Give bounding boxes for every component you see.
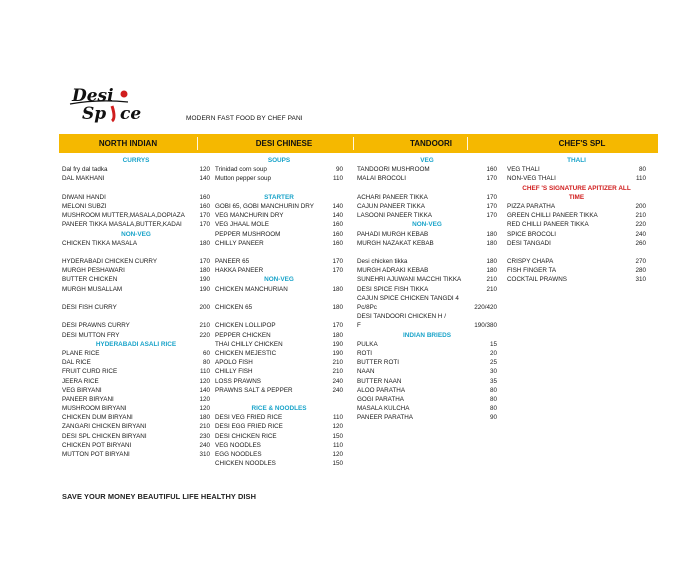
menu-item-name: NAAN xyxy=(357,368,375,376)
footer-slogan: SAVE YOUR MONEY BEAUTIFUL LIFE HEALTHY DISH xyxy=(62,492,257,501)
menu-item xyxy=(215,165,343,174)
menu-item-name: CHICKEN 65 xyxy=(215,304,253,311)
menu-item-name: NON-VEG THALI xyxy=(507,175,556,183)
menu-item-name: DESI TANGADI xyxy=(507,239,551,247)
menu-item xyxy=(357,340,497,349)
menu-item-price: 170 xyxy=(486,175,497,183)
menu-item xyxy=(215,358,343,367)
menu-item-name: DIWANI HANDI xyxy=(62,193,106,201)
section-heading: HYDERABADI ASALI RICE xyxy=(95,340,177,348)
header-north-indian: NORTH INDIAN xyxy=(98,139,158,148)
menu-item-price: 170 xyxy=(199,221,210,229)
menu-item-name: APOLO FISH xyxy=(215,359,253,367)
menu-item xyxy=(215,340,343,349)
menu-item xyxy=(357,303,497,312)
menu-item-price: 180 xyxy=(199,239,210,247)
column-chefs-spl xyxy=(507,156,646,285)
section-heading: VEG xyxy=(420,157,434,164)
menu-item xyxy=(215,211,343,220)
menu-item xyxy=(62,285,210,294)
menu-item xyxy=(357,230,497,239)
menu-item-price: 260 xyxy=(635,239,646,247)
menu-item-name: LOSS PRAWNS xyxy=(215,377,261,385)
menu-item xyxy=(215,432,343,441)
menu-item xyxy=(62,450,210,459)
menu-item-price: 230 xyxy=(199,432,210,440)
menu-item-name: MASALA KULCHA xyxy=(357,405,410,413)
menu-item-name: PEPPER CHICKEN xyxy=(215,331,271,339)
menu-item-name: MUSHROOM MUTTER,MASALA,DOPIAZA xyxy=(62,212,185,220)
menu-item xyxy=(215,266,343,275)
menu-item-name: CHICKEN TIKKA MASALA xyxy=(62,239,138,247)
menu-item-name: MUTTON POT BIRYANI xyxy=(62,451,130,458)
menu-item-price: 80 xyxy=(489,386,497,394)
menu-item-price: 110 xyxy=(332,175,343,183)
menu-item xyxy=(62,211,210,220)
menu-item-name: DESI PRAWNS CURRY xyxy=(62,322,130,330)
menu-item-price: 80 xyxy=(202,359,210,367)
menu-item-price: 310 xyxy=(199,451,210,458)
menu-item-name: CAJUN SPICE CHICKEN TANGDI 4 xyxy=(357,294,459,302)
spacer xyxy=(215,248,343,257)
section-heading: NON-VEG xyxy=(264,276,294,284)
menu-item-price: 210 xyxy=(332,359,343,367)
menu-item-name: Mutton pepper soup xyxy=(215,175,272,183)
menu-item-price: 60 xyxy=(202,349,210,357)
menu-item-name: DESI EGG FRIED RICE xyxy=(215,423,283,431)
column-desi-chinese xyxy=(215,156,343,468)
menu-item xyxy=(62,202,210,211)
menu-item-name: MURGH ADRAKI KEBAB xyxy=(357,267,429,275)
menu-item xyxy=(215,386,343,395)
menu-item-price: 240 xyxy=(332,377,343,385)
category-header-bar xyxy=(59,134,658,153)
menu-item-name: CHICKEN LOLLIPOP xyxy=(215,322,276,330)
menu-item-name: BUTTER ROTI xyxy=(357,359,399,367)
menu-item-price: 170 xyxy=(199,258,210,266)
header-desi-chinese: DESI CHINESE xyxy=(255,139,313,148)
menu-item xyxy=(507,266,646,275)
menu-item-name: FISH FINGER TA xyxy=(507,267,557,275)
menu-item xyxy=(215,441,343,450)
menu-item xyxy=(357,404,497,413)
menu-item-name: PULKA xyxy=(357,340,378,348)
menu-item-price: 140 xyxy=(199,386,210,394)
menu-item xyxy=(62,275,210,284)
menu-item xyxy=(62,386,210,395)
menu-item-name: CHICKEN POT BIRYANI xyxy=(62,441,132,449)
menu-item-name: ROTI xyxy=(357,349,373,357)
menu-item-name: GREEN CHILLI PANEER TIKKA xyxy=(507,212,598,220)
menu-item xyxy=(357,202,497,211)
menu-item xyxy=(357,193,497,202)
menu-item xyxy=(215,174,343,183)
menu-item-name: JEERA RICE xyxy=(62,377,99,385)
menu-item xyxy=(215,450,343,459)
menu-item xyxy=(215,413,343,422)
menu-item-price: 80 xyxy=(638,166,646,174)
menu-item xyxy=(357,174,497,183)
menu-item-name: CHICKEN MANCHURIAN xyxy=(215,285,288,293)
menu-item-price: 210 xyxy=(486,285,497,293)
menu-item xyxy=(62,321,210,330)
menu-item-name: Pc/8Pc xyxy=(357,304,377,311)
menu-item-name: GOBI 65, GOBI MANCHURIN DRY xyxy=(215,202,314,210)
menu-item xyxy=(357,413,497,422)
menu-item xyxy=(507,257,646,266)
menu-item xyxy=(215,285,343,294)
menu-item-price: 170 xyxy=(332,322,343,330)
menu-item-price: 210 xyxy=(199,423,210,431)
menu-item-name: PLANE RICE xyxy=(62,349,100,357)
menu-item xyxy=(357,377,497,386)
menu-item-price: 180 xyxy=(332,304,343,311)
menu-item-price: 180 xyxy=(199,414,210,422)
menu-item-name: VEG NOODLES xyxy=(215,441,261,449)
section-heading: SOUPS xyxy=(267,157,291,164)
menu-item-price: 15 xyxy=(489,340,497,348)
menu-item-price: 170 xyxy=(332,258,343,266)
menu-item-price: 160 xyxy=(332,239,343,247)
menu-item xyxy=(62,303,210,312)
menu-item-price: 110 xyxy=(199,368,210,376)
menu-item-price: 140 xyxy=(332,202,343,210)
menu-item xyxy=(62,413,210,422)
menu-item xyxy=(62,358,210,367)
menu-item xyxy=(357,294,497,303)
menu-item-price: 210 xyxy=(635,212,646,220)
menu-item-price: 110 xyxy=(332,414,343,422)
menu-item-price: 310 xyxy=(635,276,646,284)
menu-item xyxy=(62,432,210,441)
spacer xyxy=(62,184,210,193)
menu-item-price: 120 xyxy=(199,377,210,385)
menu-item-price: 150 xyxy=(332,432,343,440)
menu-item xyxy=(215,422,343,431)
menu-item xyxy=(357,358,497,367)
menu-item-name: PRAWNS SALT & PEPPER xyxy=(215,386,293,394)
menu-item-price: 110 xyxy=(635,175,646,183)
spacer xyxy=(62,312,210,321)
menu-item-price: 90 xyxy=(335,166,343,174)
menu-item-price: 190 xyxy=(199,285,210,293)
menu-item-name: Dal fry dal tadka xyxy=(62,166,108,174)
menu-item xyxy=(215,220,343,229)
menu-item xyxy=(62,193,210,202)
menu-item-price: 180 xyxy=(332,331,343,339)
menu-item-price: 20 xyxy=(489,349,497,357)
section-heading: STARTER xyxy=(264,193,294,201)
menu-item-name: CHICKEN MEJESTIC xyxy=(215,349,277,357)
menu-item xyxy=(62,331,210,340)
menu-item-name: PANEER 65 xyxy=(215,258,250,266)
menu-item-name: CHICKEN NOODLES xyxy=(215,460,276,468)
menu-item-name: PIZZA PARATHA xyxy=(507,202,556,210)
menu-item-price: 180 xyxy=(332,285,343,293)
menu-item-price: 160 xyxy=(199,193,210,201)
menu-item xyxy=(507,239,646,248)
menu-item-name: DESI TANDOORI CHICKEN H / xyxy=(357,313,446,321)
menu-item-price: 110 xyxy=(332,441,343,449)
menu-item-price: 190 xyxy=(332,349,343,357)
menu-item-price: 25 xyxy=(489,359,497,367)
menu-item-name: VEG BIRYANI xyxy=(62,386,102,394)
menu-item-name: SUNEHRI AJUWANI MACCHI TIKKA xyxy=(357,276,462,284)
menu-item-price: 270 xyxy=(635,258,646,266)
menu-item xyxy=(357,257,497,266)
signature-heading: TIME xyxy=(568,193,585,201)
menu-item xyxy=(215,459,343,468)
menu-item-name: DESI SPL CHICKEN BIRYANI xyxy=(62,432,147,440)
brand-logo xyxy=(68,84,186,124)
section-heading: NON-VEG xyxy=(121,230,151,238)
spacer xyxy=(357,248,497,257)
menu-item-name: MURGH MUSALLAM xyxy=(62,285,123,293)
menu-item-name: HYDERABADI CHICKEN CURRY xyxy=(62,258,158,266)
menu-item-price: 30 xyxy=(489,368,497,376)
menu-item-price: 210 xyxy=(486,276,497,284)
menu-item xyxy=(357,266,497,275)
spacer xyxy=(215,395,343,404)
menu-item xyxy=(62,220,210,229)
menu-item-name: VEG JHAAL MOLE xyxy=(215,221,270,229)
menu-item-price: 160 xyxy=(199,202,210,210)
svg-text:Sp: Sp xyxy=(82,104,107,124)
menu-item-price: 160 xyxy=(332,221,343,229)
menu-item-name: DESI CHICKEN RICE xyxy=(215,432,277,440)
menu-item-name: F xyxy=(357,322,361,330)
section-heading: INDIAN BRIEDS xyxy=(403,331,451,339)
menu-item-price: 220 xyxy=(635,221,646,229)
menu-item xyxy=(62,404,210,413)
menu-item-name: ALOO PARATHA xyxy=(357,386,406,394)
spacer xyxy=(357,184,497,193)
menu-item-name: EGG NOODLES xyxy=(215,451,262,458)
menu-item-price: 280 xyxy=(635,267,646,275)
menu-item xyxy=(215,331,343,340)
menu-item-price: 170 xyxy=(486,212,497,220)
menu-item xyxy=(357,285,497,294)
spacer xyxy=(62,294,210,303)
menu-item xyxy=(357,321,497,330)
menu-item-name: SPICE BROCOLI xyxy=(507,230,556,238)
menu-item-name: BUTTER CHICKEN xyxy=(62,276,118,284)
menu-item-price: 120 xyxy=(332,451,343,458)
menu-item-price: 170 xyxy=(486,202,497,210)
menu-item-name: Desi chicken tikka xyxy=(357,258,408,266)
menu-item xyxy=(357,312,497,321)
menu-item-price: 90 xyxy=(489,414,497,422)
menu-item-name: LASOONI PANEER TIKKA xyxy=(357,212,433,220)
menu-item-price: 180 xyxy=(486,267,497,275)
menu-item-price: 170 xyxy=(199,212,210,220)
menu-item-name: CRISPY CHAPA xyxy=(507,258,554,266)
menu-item-name: ZANGARI CHICKEN BIRYANI xyxy=(62,423,147,431)
menu-item xyxy=(357,395,497,404)
menu-item-price: 240 xyxy=(635,230,646,238)
menu-item-price: 180 xyxy=(486,239,497,247)
menu-item-name: PANEER BIRYANI xyxy=(62,395,114,403)
menu-item xyxy=(62,239,210,248)
menu-item-name: Trinidad corn soup xyxy=(215,166,267,174)
menu-item-price: 140 xyxy=(199,175,210,183)
menu-item xyxy=(507,165,646,174)
menu-item-price: 140 xyxy=(332,212,343,220)
menu-item-name: RED CHILLI PANEER TIKKA xyxy=(507,221,589,229)
menu-item-name: GOGI PARATHA xyxy=(357,395,404,403)
menu-item-price: 120 xyxy=(199,166,210,174)
menu-item-price: 80 xyxy=(489,405,497,413)
menu-item-price: 180 xyxy=(486,230,497,238)
menu-item xyxy=(62,441,210,450)
menu-item-name: VEG MANCHURIN DRY xyxy=(215,212,284,220)
menu-item xyxy=(62,266,210,275)
section-heading: CURRYS xyxy=(122,157,150,164)
menu-item xyxy=(62,377,210,386)
menu-item xyxy=(215,202,343,211)
menu-item-name: MURGH NAZAKAT KEBAB xyxy=(357,239,434,247)
header-chefs-spl: CHEF'S SPL xyxy=(558,139,606,148)
menu-item-price: 150 xyxy=(332,460,343,468)
menu-item-name: CAJUN PANEER TIKKA xyxy=(357,202,425,210)
menu-item xyxy=(357,239,497,248)
menu-item-name: MALAI BROCOLI xyxy=(357,175,406,183)
menu-item xyxy=(62,165,210,174)
menu-item-name: DAL MAKHANI xyxy=(62,175,105,183)
chili-icon xyxy=(121,91,128,98)
menu-item xyxy=(507,220,646,229)
menu-item xyxy=(215,349,343,358)
menu-item xyxy=(215,303,343,312)
menu-item xyxy=(62,422,210,431)
menu-item xyxy=(62,349,210,358)
menu-item-name: TANDOORI MUSHROOM xyxy=(357,166,430,174)
menu-item xyxy=(357,275,497,284)
spacer xyxy=(507,248,646,257)
menu-item xyxy=(62,367,210,376)
menu-item xyxy=(215,367,343,376)
menu-item xyxy=(215,377,343,386)
menu-item-name: CHILLY FISH xyxy=(215,368,253,376)
menu-item-name: DESI FISH CURRY xyxy=(62,304,117,311)
menu-item-name: DESI SPICE FISH TIKKA xyxy=(357,285,429,293)
column-north-indian xyxy=(62,156,210,459)
spacer xyxy=(215,184,343,193)
menu-item xyxy=(215,239,343,248)
menu-item-price: 170 xyxy=(332,267,343,275)
menu-item-price: 80 xyxy=(489,395,497,403)
menu-item xyxy=(507,275,646,284)
menu-item xyxy=(62,395,210,404)
menu-item-name: THAI CHILLY CHICKEN xyxy=(215,340,283,348)
menu-item-price: 200 xyxy=(635,202,646,210)
menu-item xyxy=(357,211,497,220)
menu-item xyxy=(62,174,210,183)
section-heading: RICE & NOODLES xyxy=(251,405,307,413)
section-heading: NON-VEG xyxy=(412,221,442,229)
menu-item-name: MURGH PESHAWARI xyxy=(62,267,125,275)
svg-text:Desi: Desi xyxy=(72,86,114,106)
menu-item-price: 200 xyxy=(199,304,210,311)
menu-item-price: 240 xyxy=(332,386,343,394)
menu-item-name: PEPPER MUSHROOM xyxy=(215,230,281,238)
menu-item-name: CHICKEN DUM BIRYANI xyxy=(62,414,133,422)
menu-item-name: PANEER PARATHA xyxy=(357,414,413,422)
menu-item-name: MELONI SUBZI xyxy=(62,202,107,210)
menu-item xyxy=(357,349,497,358)
menu-item xyxy=(215,257,343,266)
spacer xyxy=(215,312,343,321)
menu-item-price: 120 xyxy=(199,395,210,403)
menu-item xyxy=(357,165,497,174)
menu-item-name: DESI VEG FRIED RICE xyxy=(215,414,283,422)
menu-item-name: VEG THALI xyxy=(507,166,540,174)
menu-item xyxy=(507,174,646,183)
spacer xyxy=(62,248,210,257)
header-tandoori: TANDOORI xyxy=(409,139,453,148)
menu-item-name: ACHARI PANEER TIKKA xyxy=(357,193,428,201)
menu-item-price: 210 xyxy=(199,322,210,330)
menu-item-name: DESI MUTTON FRY xyxy=(62,331,120,339)
menu-item-price: 160 xyxy=(486,166,497,174)
menu-item-name: CHILLY PANEER xyxy=(215,239,264,247)
menu-item-price: 170 xyxy=(486,193,497,201)
menu-item xyxy=(357,367,497,376)
section-heading: THALI xyxy=(567,157,586,164)
signature-heading: CHEF 'S SIGNATURE APITIZER ALL xyxy=(522,184,631,192)
menu-item-name: FRUIT CURD RICE xyxy=(62,368,118,376)
menu-item-price: 160 xyxy=(332,230,343,238)
menu-item-price: 190 xyxy=(332,340,343,348)
menu-item-price: 210 xyxy=(332,368,343,376)
menu-item-name: HAKKA PANEER xyxy=(215,267,264,275)
menu-item-price: 240 xyxy=(199,441,210,449)
menu-item-price: 35 xyxy=(489,377,497,385)
menu-item-name: DAL RICE xyxy=(62,359,91,367)
menu-item-name: MUSHROOM BIRYANI xyxy=(62,405,127,413)
menu-item xyxy=(507,211,646,220)
menu-item xyxy=(507,202,646,211)
menu-item-price: 220/420 xyxy=(474,304,497,311)
menu-item-price: 180 xyxy=(486,258,497,266)
menu-item xyxy=(215,321,343,330)
menu-item-name: PANEER TIKKA MASALA,BUTTER,KADAI xyxy=(62,221,182,229)
menu-item-price: 220 xyxy=(199,331,210,339)
menu-item-price: 190/380 xyxy=(474,322,497,330)
menu-item xyxy=(62,257,210,266)
menu-item xyxy=(507,230,646,239)
menu-item xyxy=(215,230,343,239)
menu-item-price: 190 xyxy=(199,276,210,284)
menu-item-name: COCKTAIL PRAWNS xyxy=(507,276,567,284)
menu-item-name: BUTTER NAAN xyxy=(357,377,402,385)
menu-item-price: 120 xyxy=(332,423,343,431)
svg-text:ce: ce xyxy=(120,104,142,124)
spacer xyxy=(215,294,343,303)
menu-item xyxy=(357,386,497,395)
column-tandoori xyxy=(357,156,497,422)
tagline: MODERN FAST FOOD BY CHEF PANI xyxy=(186,115,303,122)
menu-item-name: PAHADI MURGH KEBAB xyxy=(357,230,429,238)
menu-item-price: 180 xyxy=(199,267,210,275)
menu-item-price: 120 xyxy=(199,405,210,413)
